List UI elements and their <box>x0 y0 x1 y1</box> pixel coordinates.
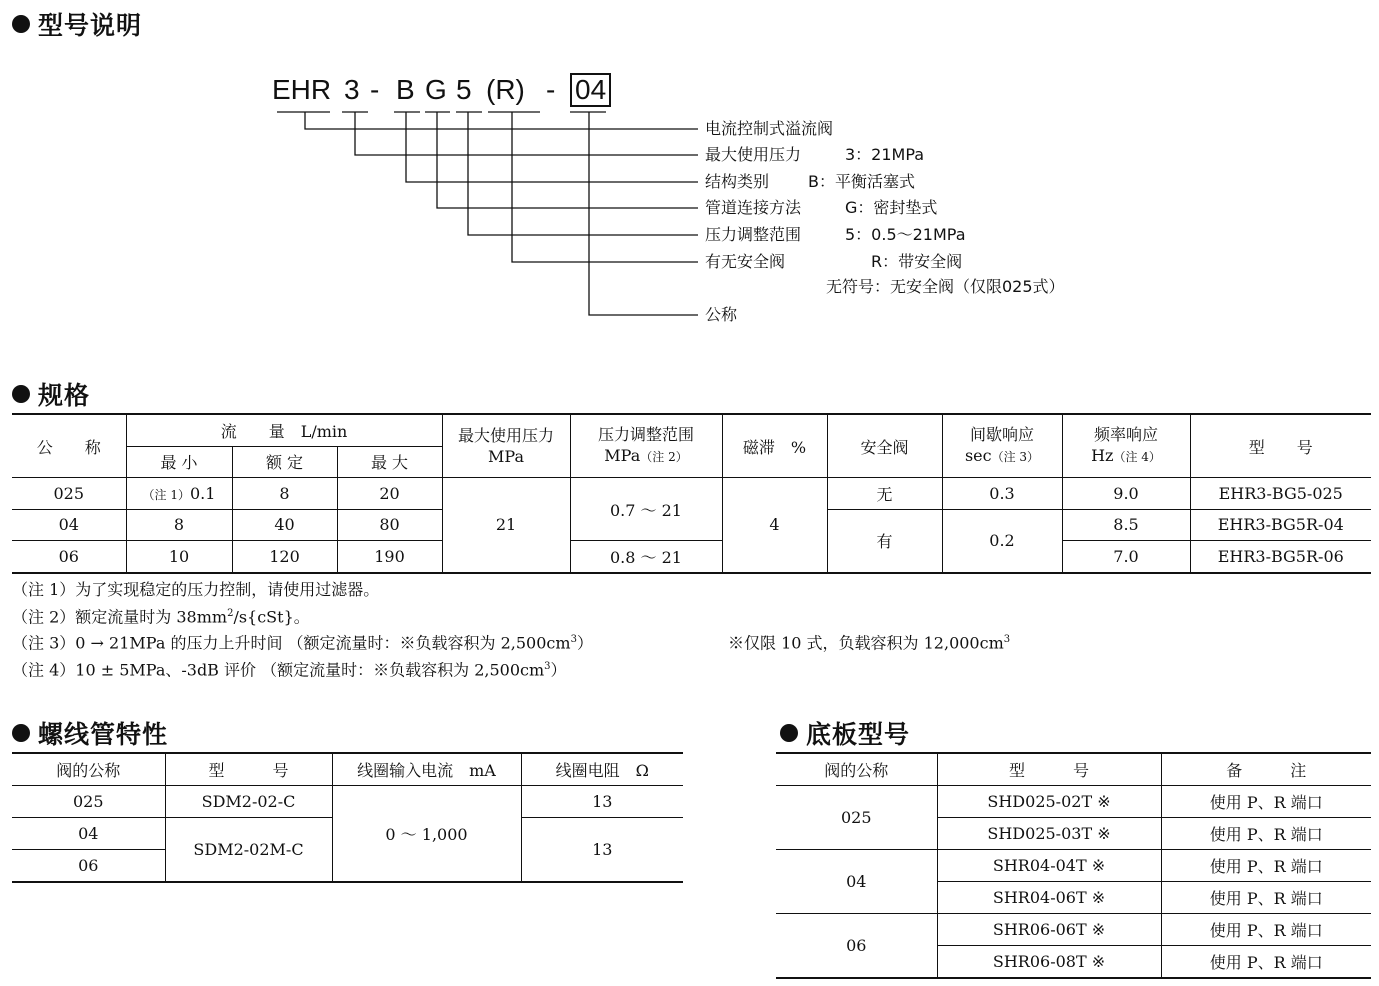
table-row: SHD025-03T ※ 使用 P、R 端口 <box>776 818 1371 850</box>
bullet-icon <box>780 724 798 742</box>
legend-item: 压力调整范围 5：0.5～21MPa <box>705 225 966 244</box>
note-3: （注 3）0 → 21MPa 的压力上升时间 （额定流量时：※负载容积为 $2,500cm^3$） ※仅限 10 式，负载容积为 $12,000cm^3$ <box>12 633 1011 653</box>
table-row: 025 （注 1）0.1 8 20 21 0.7 ～ 21 4 无 0.3 9.0 EHR3-BG5-025 <box>12 478 1371 510</box>
table-row: 025 SDM2-02-C 0 ～ 1,000 13 <box>12 786 683 818</box>
header-flow-rated: 额 定 <box>232 446 337 478</box>
header-hysteresis: 磁滞 % <box>722 414 827 478</box>
code-series: EHR <box>272 74 332 105</box>
header-step-response: 间歇响应 sec（注 3） <box>942 414 1062 478</box>
table-row: SHR04-06T ※ 使用 P、R 端口 <box>776 882 1371 914</box>
code-nominal: 04 <box>570 73 611 107</box>
legend-item: 最大使用压力 3：21MPa <box>705 145 925 164</box>
header-flow-max: 最 大 <box>337 446 442 478</box>
bullet-icon <box>12 724 30 742</box>
header-frequency-response: 频率响应 Hz（注 4） <box>1062 414 1190 478</box>
section-title-solenoid: 螺线管特性 <box>12 715 168 751</box>
table-row: 025 SHD025-02T ※ 使用 P、R 端口 <box>776 786 1371 818</box>
header-model: 型 号 <box>1190 414 1371 478</box>
legend-item: 结构类别 B：平衡活塞式 <box>705 172 915 191</box>
bullet-icon <box>12 385 30 403</box>
note-2: （注 2）额定流量时为 $38mm^2/s\{cSt\}$。 <box>12 606 310 626</box>
header-max-pressure: 最大使用压力 MPa <box>442 414 570 478</box>
code-safety: (R) <box>486 74 525 105</box>
table-row: 06 10 120 190 0.8 ～ 21 7.0 EHR3-BG5R-06 <box>12 541 1371 573</box>
section-title-base: 底板型号 <box>780 715 910 751</box>
legend-item: 管道连接方法 G：密封垫式 <box>705 198 938 217</box>
code-dash: - <box>546 74 556 105</box>
note-4: （注 4）10 ± 5MPa、-3dB 评价 （额定流量时：※负载容积为 $2,500cm^3$） <box>12 660 567 680</box>
legend-item: 有无安全阀 R：带安全阀 <box>705 252 963 271</box>
code-connection: G <box>425 74 447 105</box>
legend-item: 电流控制式溢流阀 <box>705 119 834 138</box>
header-safety-valve: 安全阀 <box>827 414 942 478</box>
spec-table <box>12 413 1371 574</box>
table-row: 06 <box>12 850 683 883</box>
header-pressure-range: 压力调整范围 MPa（注 2） <box>570 414 722 478</box>
table-row: 04 SHR04-04T ※ 使用 P、R 端口 <box>776 850 1371 882</box>
table-row: 06 SHR06-06T ※ 使用 P、R 端口 <box>776 914 1371 946</box>
note-1: （注 1）为了实现稳定的压力控制，请使用过滤器。 <box>12 580 380 599</box>
header-nominal: 公 称 <box>12 414 126 478</box>
header-flow: 流 量 L/min <box>126 414 442 446</box>
code-range: 5 <box>456 74 472 105</box>
code-pressure: 3 <box>344 74 360 105</box>
code-structure: B <box>396 74 415 105</box>
section-title-model: 型号说明 <box>12 6 142 42</box>
spec-notes <box>12 578 1011 682</box>
code-bracket-lines <box>0 0 1379 340</box>
base-plate-table: 阀的公称 型 号 备 注 025 SHD025-02T ※ 使用 P、R 端口 SHD025-03T ※ 使用 P、R 端口 04 SHR04-04T ※ 使用 P、R 端口 SHR04-06T ※ 使用 P、R 端口 06 SHR06-06T ※ 使用 P、R 端口 SHR06-08T ※ 使用 P、R 端口 <box>776 752 1371 979</box>
legend-item: 公称 <box>705 305 738 324</box>
header-flow-min: 最 小 <box>126 446 232 478</box>
legend-item: 无符号：无安全阀（仅限025式） <box>826 277 1065 296</box>
section-title-spec: 规格 <box>12 376 90 412</box>
table-row: 04 SDM2-02M-C 13 <box>12 818 683 850</box>
solenoid-table: 阀的公称 型 号 线圈输入电流 mA 线圈电阻 Ω 025 SDM2-02-C 0 ～ 1,000 13 04 SDM2-02M-C 13 06 <box>12 752 683 883</box>
table-row: 04 8 40 80 有 0.2 8.5 EHR3-BG5R-04 <box>12 509 1371 541</box>
table-row: SHR06-08T ※ 使用 P、R 端口 <box>776 946 1371 979</box>
code-dash: - <box>370 74 380 105</box>
